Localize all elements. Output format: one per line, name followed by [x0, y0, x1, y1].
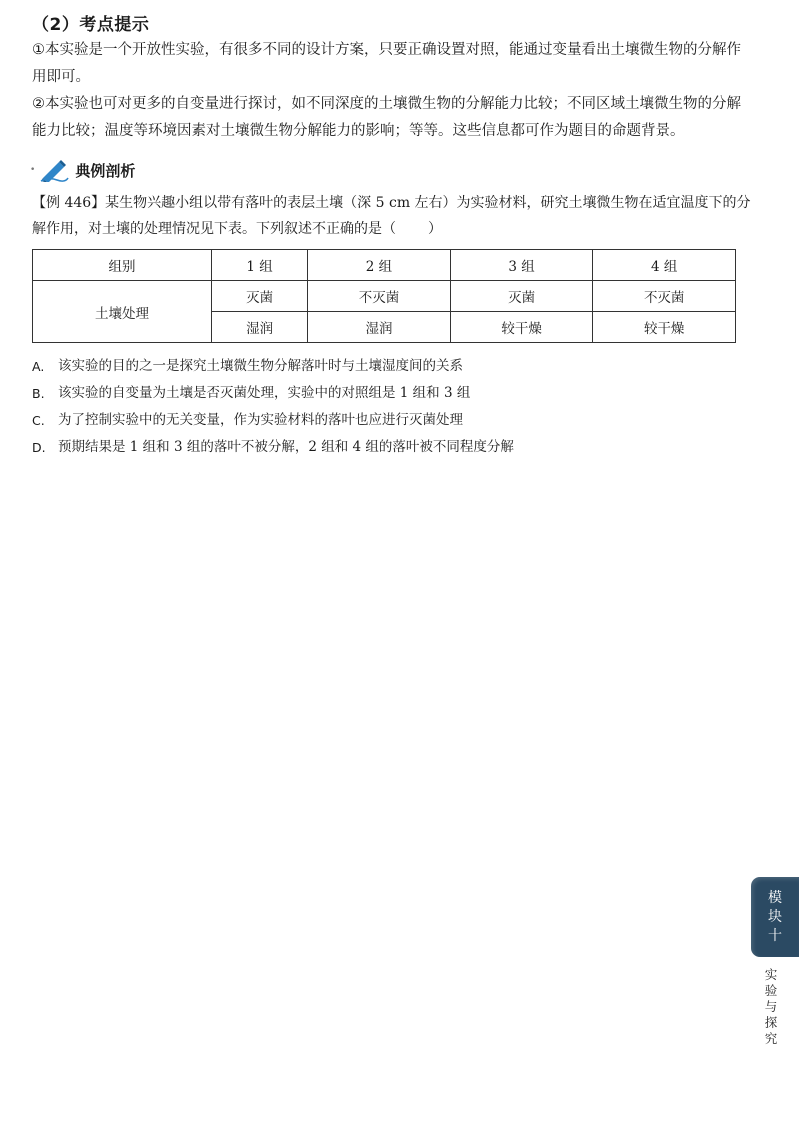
- question-text: [32, 190, 752, 242]
- question-end: ）: [428, 221, 442, 237]
- option-b[interactable]: [32, 380, 752, 407]
- option-letter: D.: [32, 440, 46, 455]
- table-cell: 湿润: [212, 312, 308, 343]
- module-tab-char: 模: [768, 889, 782, 906]
- table-header-row: [33, 250, 736, 281]
- module-subtitle-char: 与: [764, 999, 778, 1014]
- question-stem: 【例 446】某生物兴趣小组以带有落叶的表层土壤（深 5 cm 左右）为实验材料，研究土壤微生物在适宜温度下的分解作用，对土壤的处理情况见下表。下列叙述不正确的是（: [32, 195, 751, 237]
- module-subtitle-char: 实: [764, 967, 778, 982]
- option-c[interactable]: [32, 407, 752, 434]
- module-tab[interactable]: [751, 877, 799, 957]
- module-tab-char: 块: [768, 908, 782, 925]
- header-cell: 4 组: [593, 250, 736, 281]
- table-row: [33, 281, 736, 312]
- options-list: [32, 353, 752, 461]
- table-cell: 灭菌: [450, 281, 593, 312]
- header-cell: 组别: [33, 250, 212, 281]
- point-2: ②本实验也可对更多的自变量进行探讨，如不同深度的土壤微生物的分解能力比较；不同区域土壤微生物的分解能力比较；温度等环境因素对土壤微生物分解能力的影响；等等。这些信息都可作为题目的命题背景。: [32, 96, 741, 139]
- module-subtitle-char: 探: [764, 1015, 778, 1030]
- header-cell: 2 组: [308, 250, 451, 281]
- option-letter: C.: [32, 413, 45, 428]
- row-label: 土壤处理: [33, 281, 212, 343]
- table-cell: 湿润: [308, 312, 451, 343]
- example-heading-text: 典例剖析: [75, 161, 136, 180]
- module-subtitle: [760, 967, 782, 1047]
- table-cell: 灭菌: [212, 281, 308, 312]
- table-cell: 不灭菌: [308, 281, 451, 312]
- header-cell: 3 组: [450, 250, 593, 281]
- pen-icon: [39, 158, 69, 182]
- treatment-table: [32, 249, 736, 343]
- option-d[interactable]: [32, 434, 752, 461]
- section-title: （2）考点提示: [32, 15, 150, 35]
- option-text: 预期结果是 1 组和 3 组的落叶不被分解，2 组和 4 组的落叶被不同程度分解: [58, 439, 514, 455]
- option-text: 该实验的目的之一是探究土壤微生物分解落叶时与土壤湿度间的关系: [58, 358, 463, 374]
- point-1: ①本实验是一个开放性实验，有很多不同的设计方案，只要正确设置对照，能通过变量看出土壤微生物的分解作用即可。: [32, 42, 741, 85]
- module-subtitle-char: 验: [764, 983, 778, 998]
- table-cell: 较干燥: [593, 312, 736, 343]
- option-text: 为了控制实验中的无关变量，作为实验材料的落叶也应进行灭菌处理: [58, 412, 463, 428]
- table-cell: 较干燥: [450, 312, 593, 343]
- module-subtitle-char: 究: [764, 1031, 778, 1046]
- option-letter: A.: [32, 359, 45, 374]
- module-tab-char: 十: [768, 927, 782, 944]
- table-cell: 不灭菌: [593, 281, 736, 312]
- option-a[interactable]: [32, 353, 752, 380]
- bullet-dot: •: [30, 165, 36, 175]
- example-heading: [30, 158, 135, 182]
- option-text: 该实验的自变量为土壤是否灭菌处理，实验中的对照组是 1 组和 3 组: [58, 385, 471, 401]
- header-cell: 1 组: [212, 250, 308, 281]
- option-letter: B.: [32, 386, 45, 401]
